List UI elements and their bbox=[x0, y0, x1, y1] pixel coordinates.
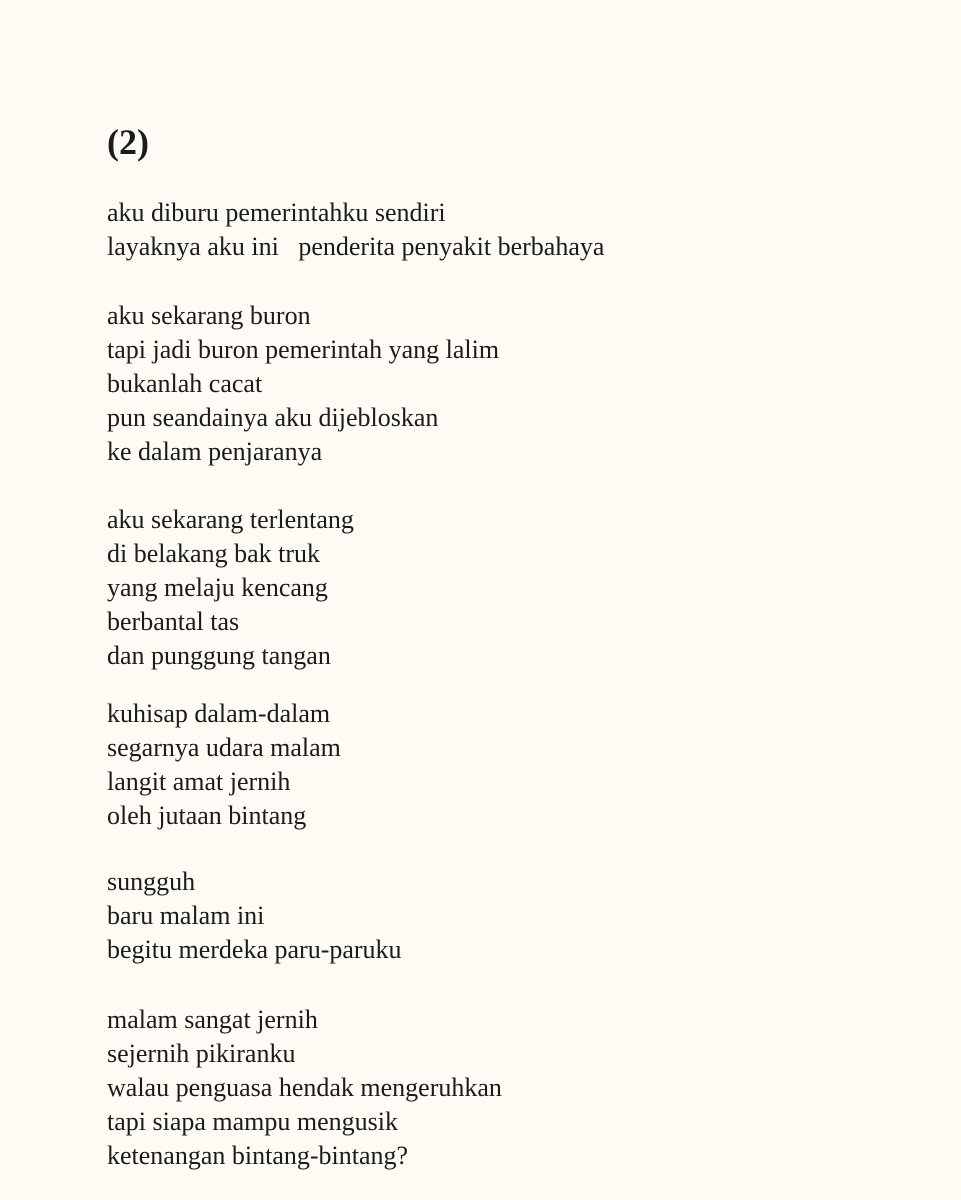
poem-line: berbantal tas bbox=[107, 607, 240, 636]
poem-line: langit amat jernih bbox=[107, 767, 291, 796]
poem-line: di belakang bak truk bbox=[107, 539, 320, 568]
poem-line: tapi siapa mampu mengusik bbox=[107, 1107, 399, 1136]
poem-line: aku sekarang terlentang bbox=[107, 505, 354, 534]
poem-line: dan punggung tangan bbox=[107, 641, 331, 670]
poem-line: baru malam ini bbox=[107, 901, 265, 930]
poem-line: sejernih pikiranku bbox=[107, 1039, 296, 1068]
stanza-1 bbox=[107, 196, 604, 264]
poem-line: aku diburu pemerintahku sendiri bbox=[107, 198, 446, 227]
poem-line: layaknya aku ini penderita penyakit berbahaya bbox=[107, 232, 605, 261]
poem-title: (2) bbox=[107, 122, 149, 162]
poem-line: begitu merdeka paru-paruku bbox=[107, 935, 402, 964]
poem-line: kuhisap dalam-dalam bbox=[107, 699, 331, 728]
poem-line: ketenangan bintang-bintang? bbox=[107, 1141, 409, 1170]
stanza-2 bbox=[107, 299, 499, 469]
poem-line: aku sekarang buron bbox=[107, 301, 311, 330]
poem-line: oleh jutaan bintang bbox=[107, 801, 307, 830]
stanza-6 bbox=[107, 1003, 502, 1173]
poem-line: pun seandainya aku dijebloskan bbox=[107, 403, 439, 432]
poem-line: walau penguasa hendak mengeruhkan bbox=[107, 1073, 502, 1102]
poem-line: tapi jadi buron pemerintah yang lalim bbox=[107, 335, 500, 364]
stanza-3 bbox=[107, 503, 354, 673]
poem-line: yang melaju kencang bbox=[107, 573, 328, 602]
stanza-5 bbox=[107, 865, 402, 967]
poem-page bbox=[107, 0, 907, 1200]
poem-line: malam sangat jernih bbox=[107, 1005, 318, 1034]
poem-line: ke dalam penjaranya bbox=[107, 437, 323, 466]
poem-line: bukanlah cacat bbox=[107, 369, 263, 398]
poem-line: sungguh bbox=[107, 867, 196, 896]
stanza-4 bbox=[107, 697, 341, 833]
poem-line: segarnya udara malam bbox=[107, 733, 341, 762]
